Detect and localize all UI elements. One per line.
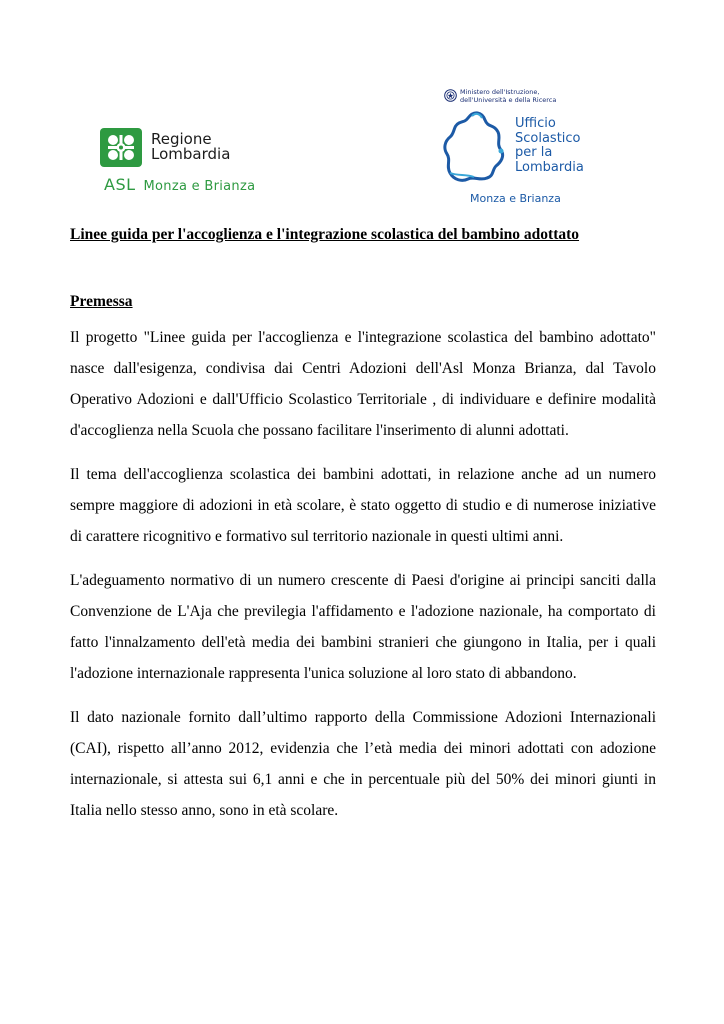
office-line-4: Lombardia [515,159,584,175]
paragraph: Il tema dell'accoglienza scolastica dei bambini adottati, in relazione anche ad un numero sempre maggiore di adozioni in età scolare, è stato oggetto di studio e di numerose iniziative di carattere ricognitivo e formativo sul territorio nazionale in questi ultimi anni. [70,466,656,545]
ufficio-scolastico-logo [438,84,618,208]
ministry-line-2: dell'Università e della Ricerca [460,96,557,104]
office-line-1: Ufficio [515,116,556,131]
office-line-3: per la [515,145,553,160]
asl-area-label: Monza e Brianza [143,179,256,194]
regione-label: Regione [151,130,212,148]
paragraph: Il progetto "Linee guida per l'accoglienza e l'integrazione scolastica del bambino adottato" nasce dall'esigenza, condivisa dai Centri Adozioni dell'Asl Monza Brianza, dal Tavolo Operativo Adozioni e dall'Ufficio Scolastico Territoriale , di individuare e definire modalità d'accoglienza nella Scuola che possano facilitare l'inserimento di alunni adottati. [70,329,656,439]
lombardia-label: Lombardia [151,145,231,163]
document-title: Linee guida per l'accoglienza e l'integrazione scolastica del bambino adottato [70,226,580,243]
office-line-2: Scolastico [515,130,581,146]
ufficio-scolastico-wordmark [515,117,584,175]
ministry-seal-icon [444,89,457,102]
asl-wordmark [104,175,255,194]
lombardia-map-icon [438,104,518,192]
section-heading-premessa: Premessa [70,293,133,310]
regione-lombardia-logo [100,128,310,194]
document-body [70,322,656,839]
regione-lombardia-wordmark [151,132,230,162]
paragraph: L'adeguamento normativo di un numero crescente di Paesi d'origine ai principi sanciti dalla Convenzione de L'Aja che previlegia l'affidamento e l'adozione nazionale, ha comportato di fatto l'innalzamento dell'età media dei bambini stranieri che giungono in Italia, per i quali l'adozione internazionale rappresenta l'unica soluzione al loro stato di abbandono. [70,572,656,682]
paragraph: Il dato nazionale fornito dall’ultimo rapporto della Commissione Adozioni Internazionali (CAI), rispetto all’anno 2012, evidenzia che l’età media dei minori adottati con adozione internazionale, si attesta sui 6,1 anni e che in percentuale più del 50% dei minori giunti in Italia nello stesso anno, sono in età scolare. [70,709,656,819]
ministry-name [460,88,556,104]
asl-label: ASL [104,175,136,194]
ministry-line-1: Ministero dell'Istruzione, [460,88,540,96]
lombardia-rose-icon [100,128,142,167]
usr-area-label: Monza e Brianza [470,192,561,205]
